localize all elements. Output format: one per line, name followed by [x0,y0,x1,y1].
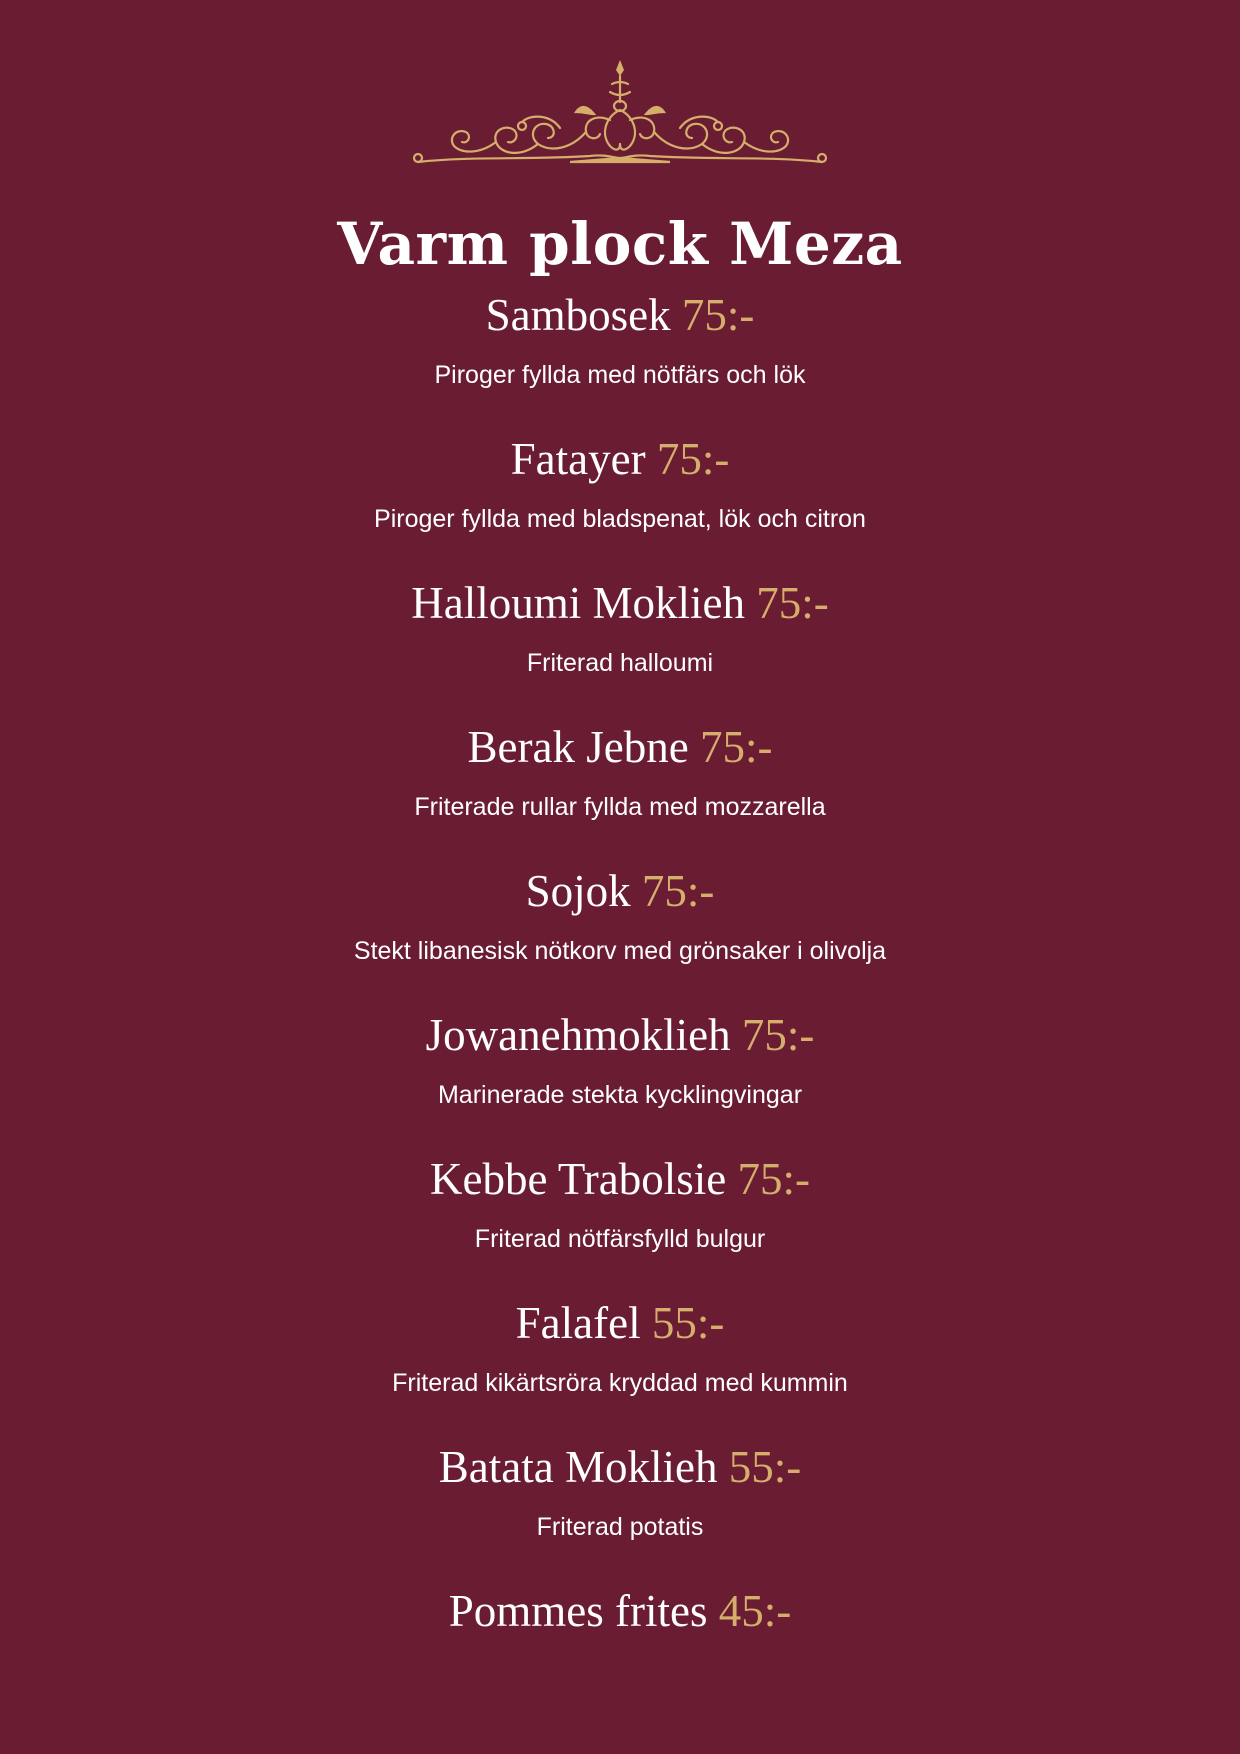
menu-item-name: Pommes frites [448,1586,708,1636]
menu-item-name: Batata Moklieh [438,1442,718,1492]
menu-item-price: 75:- [699,722,773,772]
menu-item-description: Stekt libanesisk nötkorv med grönsaker i olivolja [353,937,887,965]
menu-item-name: Fatayer [510,434,646,484]
menu-item [0,716,1240,860]
menu-item-heading [0,572,1240,634]
menu-item [0,1436,1240,1580]
menu-item-price: 75:- [741,1010,815,1060]
menu-item-heading [0,1004,1240,1066]
menu-item-heading [0,428,1240,490]
filigree-ornament-icon [410,58,830,170]
menu-items-list [0,284,1240,1724]
menu-item-heading [0,860,1240,922]
menu-item-heading [0,716,1240,778]
menu-section [0,204,1240,1724]
menu-item-description: Piroger fyllda med bladspenat, lök och citron [374,505,866,533]
menu-item [0,284,1240,428]
menu-item [0,572,1240,716]
menu-item [0,1148,1240,1292]
menu-item-price: 55:- [651,1298,725,1348]
menu-item-description: Piroger fyllda med nötfärs och lök [434,361,806,389]
menu-item-price: 45:- [718,1586,792,1636]
menu-item-heading [0,1580,1240,1642]
menu-item-price: 75:- [656,434,730,484]
menu-item-name: Kebbe Trabolsie [430,1154,727,1204]
menu-item-description: Friterad nötfärsfylld bulgur [474,1225,766,1253]
menu-item-description: Friterad kikärtsröra kryddad med kummin [392,1369,848,1397]
menu-item-name: Falafel [515,1298,641,1348]
menu-item-price: 75:- [737,1154,810,1204]
menu-item-name: Sojok [525,866,631,916]
menu-item [0,1004,1240,1148]
menu-item [0,428,1240,572]
menu-item-description: Friterad halloumi [526,649,714,677]
menu-item-heading [0,1292,1240,1354]
menu-item-description: Friterad potatis [536,1513,704,1541]
menu-item-heading [0,1436,1240,1498]
menu-item-price: 75:- [756,578,829,628]
menu-item-heading [0,284,1240,346]
menu-item [0,860,1240,1004]
menu-item [0,1292,1240,1436]
menu-item-name: Berak Jebne [467,722,689,772]
menu-item-price: 75:- [681,290,755,340]
menu-item [0,1580,1240,1724]
menu-item-description: Friterade rullar fyllda med mozzarella [414,793,826,821]
menu-item-name: Jowanehmoklieh [425,1010,731,1060]
menu-item-name: Halloumi Moklieh [411,578,745,628]
menu-item-name: Sambosek [485,290,671,340]
menu-item-price: 55:- [728,1442,802,1492]
menu-title: Varm plock Meza [337,210,903,278]
menu-item-description: Marinerade stekta kycklingvingar [437,1081,803,1109]
menu-item-heading [0,1148,1240,1210]
menu-item-price: 75:- [641,866,715,916]
